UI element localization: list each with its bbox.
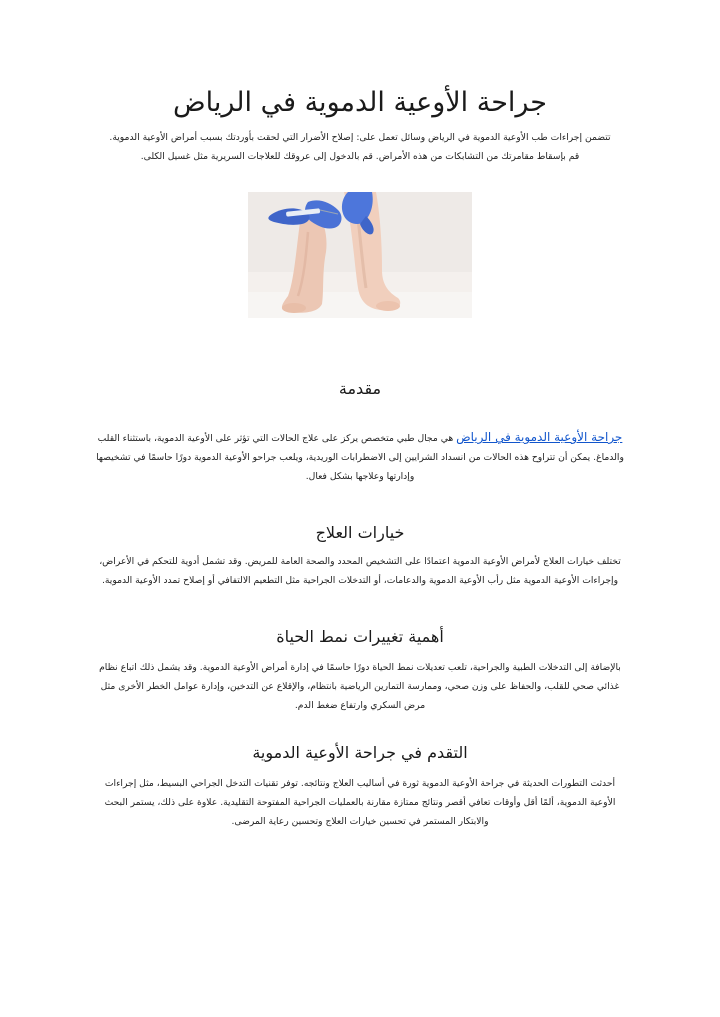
leg-injection-photo [248, 192, 472, 318]
section-heading-advances: التقدم في جراحة الأوعية الدموية [252, 743, 468, 762]
intro-section-paragraph [96, 428, 624, 486]
section-heading-lifestyle: أهمية تغييرات نمط الحياة [276, 627, 444, 646]
advances-paragraph: أحدثت التطورات الحديثة في جراحة الأوعية الدموية ثورة في أساليب العلاج ونتائجه. توفر تقنيات التدخل الجراحي البسيط، مثل إجراءات الأوعية الدموية، ألمًا أقل وأوقات تعافي أقصر ونتائج ممتازة مقارنة بالعمليات الجراحية المفتوحة التقليدية. علاوة على ذلك، يستمر البحث والابتكار المستمر في تحسين خيارات العلاج وتحسين رعاية المرضى. [104, 778, 616, 827]
intro-paragraph: تتضمن إجراءات طب الأوعية الدموية في الرياض وسائل تعمل على: إصلاح الأضرار التي لحقت بأوردتك بسبب أمراض الأوعية الدموية. قم بإسقاط مقامرتك من التشابكات من هذه الأمراض. قم بالدخول إلى عروقك للعلاجات السريرية مثل غسيل الكلى. [109, 132, 611, 162]
vascular-surgery-link[interactable]: جراحة الأوعية الدموية في الرياض [456, 430, 623, 444]
section-heading-treatment: خيارات العلاج [315, 523, 405, 542]
lifestyle-paragraph: بالإضافة إلى التدخلات الطبية والجراحية، تلعب تعديلات نمط الحياة دورًا حاسمًا في إدارة أمراض الأوعية الدموية. وقد يشمل ذلك اتباع نظام غذائي صحي للقلب، والحفاظ على وزن صحي، وممارسة التمارين الرياضية بانتظام، والإقلاع عن التدخين، وإدارة عوامل الخطر الأخرى مثل مرض السكري وارتفاع ضغط الدم. [99, 662, 621, 711]
intro-section-text: هي مجال طبي متخصص يركز على علاج الحالات التي تؤثر على الأوعية الدموية، باستثناء القلب والدماغ. يمكن أن تتراوح هذه الحالات من انسداد الشرايين إلى الاضطرابات الوريدية، ويلعب جراحو الأوعية الدموية دورًا حاسمًا في تشخيصها وإدارتها وعلاجها بشكل فعال. [96, 433, 624, 482]
page-title: جراحة الأوعية الدموية في الرياض [173, 87, 547, 118]
section-heading-intro: مقدمة [338, 379, 382, 398]
treatment-paragraph: تختلف خيارات العلاج لأمراض الأوعية الدموية اعتمادًا على التشخيص المحدد والصحة العامة للمريض. وقد تشمل أدوية للتحكم في الأعراض، وإجراءات الأوعية الدموية مثل رأب الأوعية الدموية والدعامات، أو التدخلات الجراحية مثل التطعيم الالتفافي أو إصلاح تمدد الأوعية الدموية. [99, 556, 621, 586]
